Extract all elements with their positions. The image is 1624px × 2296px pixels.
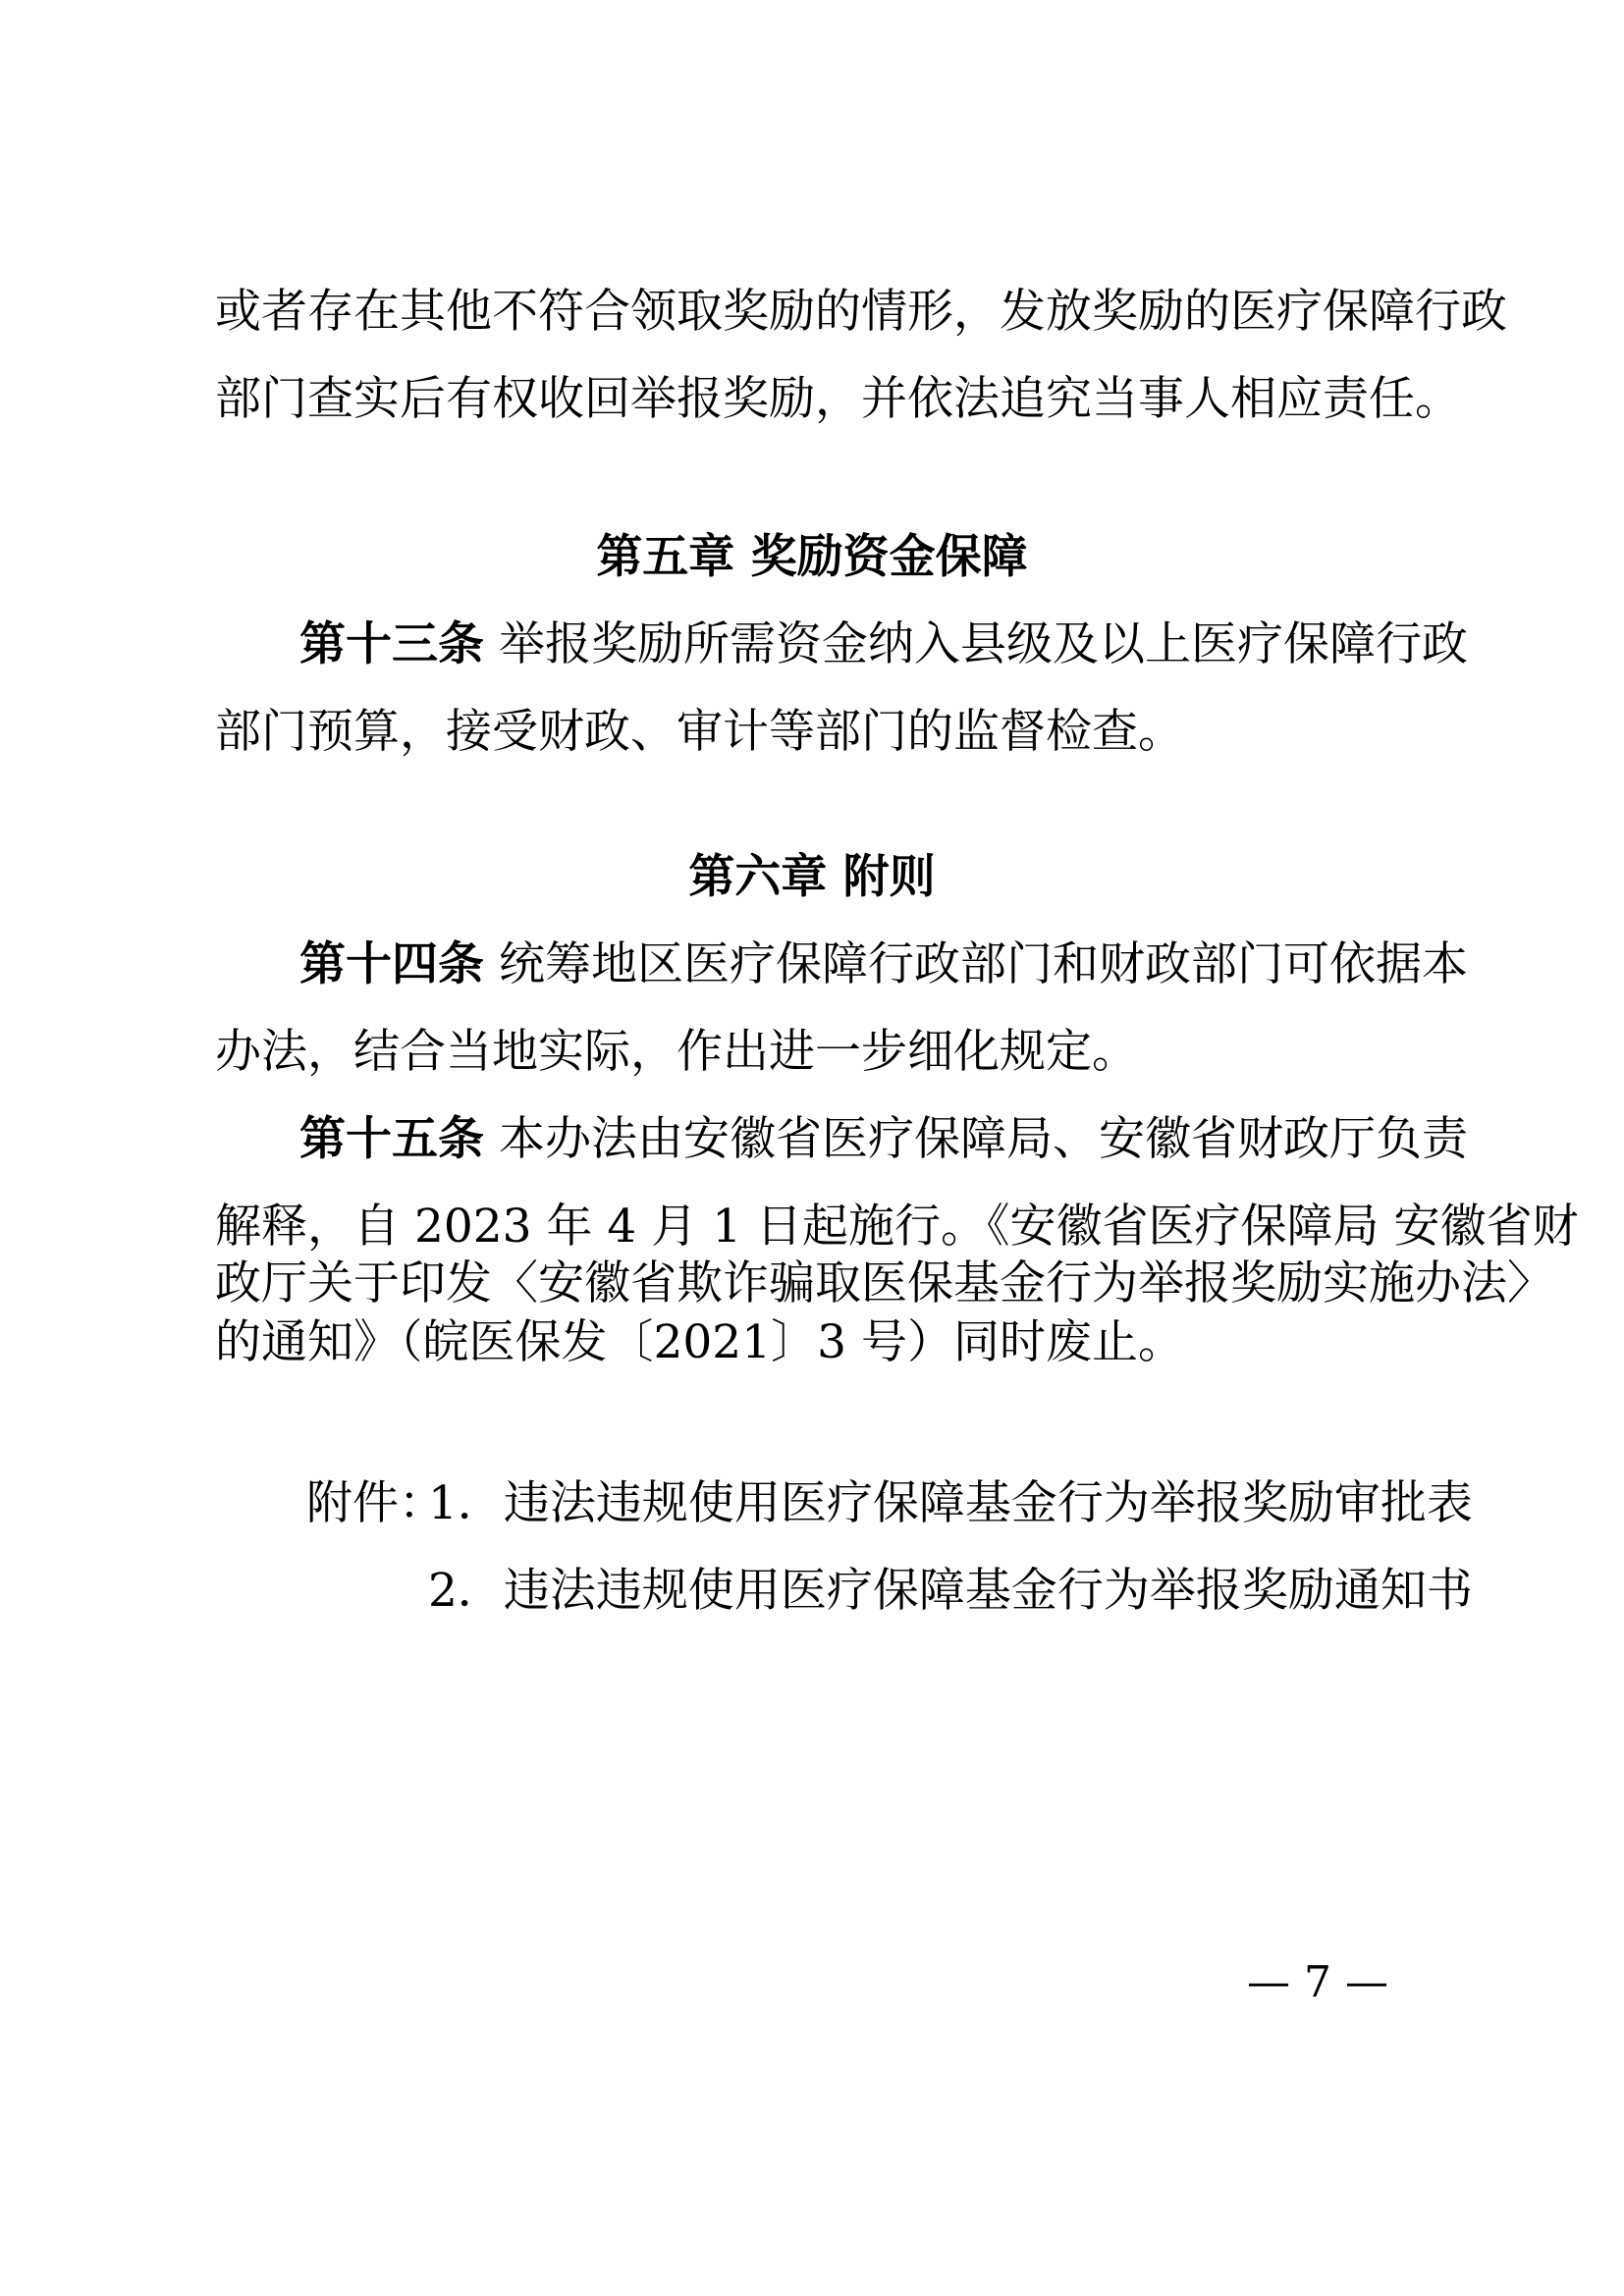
chapter-heading: 第六章 附则	[688, 850, 936, 904]
attachment-item: 2．违法违规使用医疗保障基金行为举报奖励通知书	[428, 1564, 1473, 1618]
article-label: 第十三条	[299, 617, 484, 671]
article-label: 第十四条	[299, 937, 484, 991]
chapter-heading: 第五章 奖励资金保障	[596, 530, 1028, 584]
paragraph-line: 或者存在其他不符合领取奖励的情形，发放奖励的医疗保障行政	[215, 285, 1507, 339]
article-text: 本办法由安徽省医疗保障局、安徽省财政厅负责	[498, 1112, 1468, 1166]
article-15-line: 的通知》（皖医保发〔2021〕3 号）同时废止。	[215, 1315, 1184, 1369]
article-15-line	[215, 1110, 1468, 1169]
article-14-line	[215, 935, 1468, 994]
attachment-item: 1．违法违规使用医疗保障基金行为举报奖励审批表	[428, 1476, 1473, 1530]
article-15-line: 政厅关于印发〈安徽省欺诈骗取医保基金行为举报奖励实施办法〉	[215, 1256, 1553, 1310]
page-number: — 7 —	[1247, 1957, 1388, 2007]
article-text: 统筹地区医疗保障行政部门和财政部门可依据本	[498, 937, 1468, 991]
article-15-line: 解释，自 2023 年 4 月 1 日起施行。《安徽省医疗保障局 安徽省财	[215, 1200, 1579, 1254]
paragraph-line: 部门查实后有权收回举报奖励，并依法追究当事人相应责任。	[215, 372, 1461, 426]
article-13-line: 部门预算，接受财政、审计等部门的监督检查。	[215, 705, 1184, 759]
article-14-line: 办法，结合当地实际，作出进一步细化规定。	[215, 1025, 1138, 1079]
article-label: 第十五条	[299, 1112, 484, 1166]
article-text: 举报奖励所需资金纳入县级及以上医疗保障行政	[498, 617, 1468, 671]
article-13-line	[215, 615, 1468, 674]
attachments-label: 附件：	[306, 1476, 445, 1530]
